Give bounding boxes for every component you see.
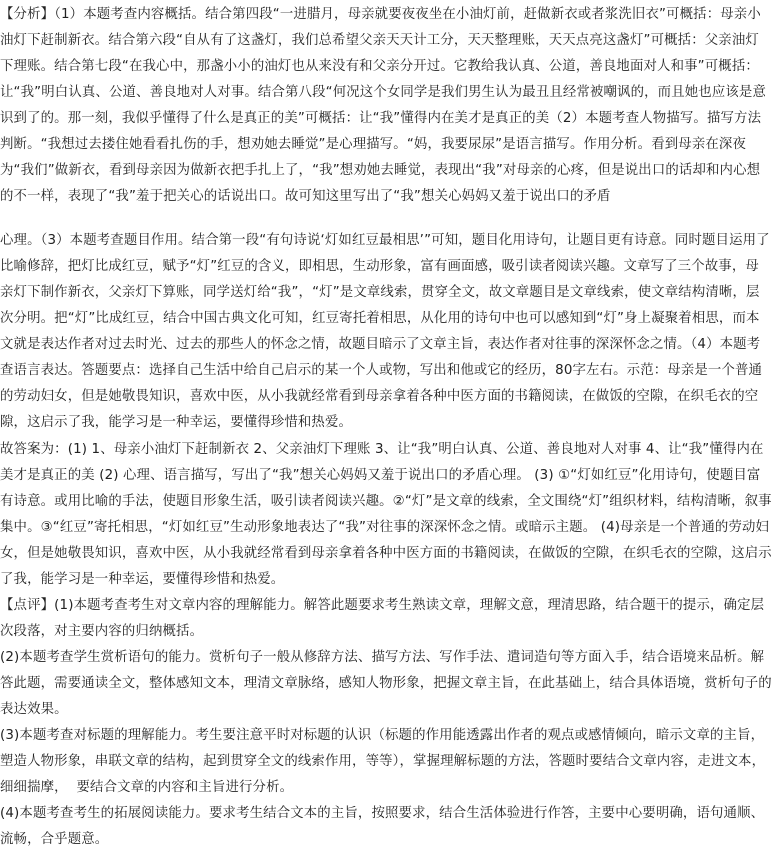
analysis-paragraph <box>0 2 772 210</box>
comment-text: (1)本题考查考生对文章内容的理解能力。解答此题要求考生熟读文章，理解文意，理清思路，结合题干的提示，确定层次段落，对主要内容的归纳概括。 (2)本题考查学生赏析语句的能力。赏析句子一般从修辞方法、描写方法、写作手法、遣词造句等方面入手，结合语境来品析。解答此题，需要通读全文，整体感知文本，理清文章脉络，感知人物形象，把握文章主旨，在此基础上，结合具体语境，赏析句子的表达效果。 (3)本题考查对标题的理解能力。考生要注意平时对标题的认识（标题的作用能透露出作者的观点或感情倾向，暗示文章的主旨，塑造人物形象，串联文章的结构，起到贯穿全文的线索作用，等等），掌握理解标题的方法，答题时要结合文章内容，走进文本，细细揣摩， 要结合文章的内容和主旨进行分析。 (4)本题考查考生的拓展阅读能力。要求考生结合文本的主旨，按照要求，结合生活体验进行作答，主要中心要明确，语句通顺、流畅，合乎题意。 <box>0 598 772 847</box>
comment-label: 【点评】 <box>0 598 55 613</box>
answer-text: (1) 1、母亲小油灯下赶制新衣 2、父亲油灯下理账 3、让“我”明白认真、公道、善良地对人对事 4、让“我”懂得内在美才是真正的美 (2) 心理、语言描写，写出了“我”想关心妈妈又羞于说出口的矛盾心理。 (3) ①“灯如红豆”化用诗句，使题目富有诗意。或用比喻的手法，使题目形象生活，吸引读者阅读兴趣。②“灯”是文章的线索，全文围绕“灯”组织材料，结构清晰，叙事集中。③“红豆”寄托相思，“灯如红豆”生动形象地表达了“我”对往事的深深怀念之情。或暗示主题。 (4)母亲是一个普通的劳动妇女，但是她敬畏知识，喜欢中医，从小我就经常看到母亲拿着各种中医方面的书籍阅读，在做饭的空隙，在织毛衣的空隙，这启示了我，能学习是一种幸运，要懂得珍惜和热爱。 <box>0 442 772 587</box>
continuation-text: 心理。（3）本题考查题目作用。结合第一段“有句诗说‘灯如红豆最相思’”可知，题目化用诗句，让题目更有诗意。同时题目运用了比喻修辞，把灯比成红豆，赋予“灯”红豆的含义，即相思，生动形象，富有画面感，吸引读者阅读兴趣。文章写了三个故事，母亲灯下制作新衣，父亲灯下算账，同学送灯给“我”，“灯”是文章线索，贯穿全文，故文章题目是文章线索，使文章结构清晰，层次分明。把“灯”比成红豆，结合中国古典文化可知，红豆寄托着相思，从化用的诗句中也可以感知到“灯”身上凝聚着相思，而本文就是表达作者对过去时光、过去的那些人的怀念之情，故题目暗示了文章主旨，表达作者对往事的深深怀念之情。（4）本题考查语言表达。答题要点：选择自己生活中给自己启示的某一个人或物，写出和他或它的经历，80字左右。示范：母亲是一个普通的劳动妇女，但是她敬畏知识，喜欢中医，从小我就经常看到母亲拿着各种中医方面的书籍阅读，在做饭的空隙，在织毛衣的空隙，这启示了我，能学习是一种幸运，要懂得珍惜和热爱。 <box>0 233 770 430</box>
comment-paragraph <box>0 593 772 853</box>
analysis-label: 【分析】 <box>0 7 55 22</box>
analysis-text: （1）本题考查内容概括。结合第四段“一进腊月，母亲就要夜夜坐在小油灯前，赶做新衣或者浆洗旧衣”可概括：母亲小油灯下赶制新衣。结合第六段“自从有了这盏灯，我们总希望父亲天天计工分，天天整理账，天天点亮这盏灯”可概括：父亲油灯下理账。结合第七段“在我心中，那盏小小的油灯也从来没有和父亲分开过。它教给我认真、公道，善良地面对人和事”可概括：让“我”明白认真、公道、善良地对人对事。结合第八段“何况这个女同学是我们男生认为最丑且经常被嘲讽的，而且她也应该是意识到了的。那一刻，我似乎懂得了什么是真正的美”可概括：让“我”懂得内在美才是真正的美（2）本题考查人物描写。描写方法判断。“我想过去搂住她看看扎伤的手，想劝她去睡觉”是心理描写。“妈，我要尿尿”是语言描写。作用分析。看到母亲在深夜为“我们”做新衣，看到母亲因为做新衣把手扎上了，“我”想劝她去睡觉，表现出“我”对母亲的心疼，但是说出口的话却和内心想的不一样，表现了“我”羞于把关心的话说出口。故可知这里写出了“我”想关心妈妈又羞于说出口的矛盾 <box>0 7 766 204</box>
continuation-paragraph <box>0 228 772 436</box>
answer-label: 故答案为： <box>0 442 68 457</box>
answer-paragraph <box>0 437 772 593</box>
